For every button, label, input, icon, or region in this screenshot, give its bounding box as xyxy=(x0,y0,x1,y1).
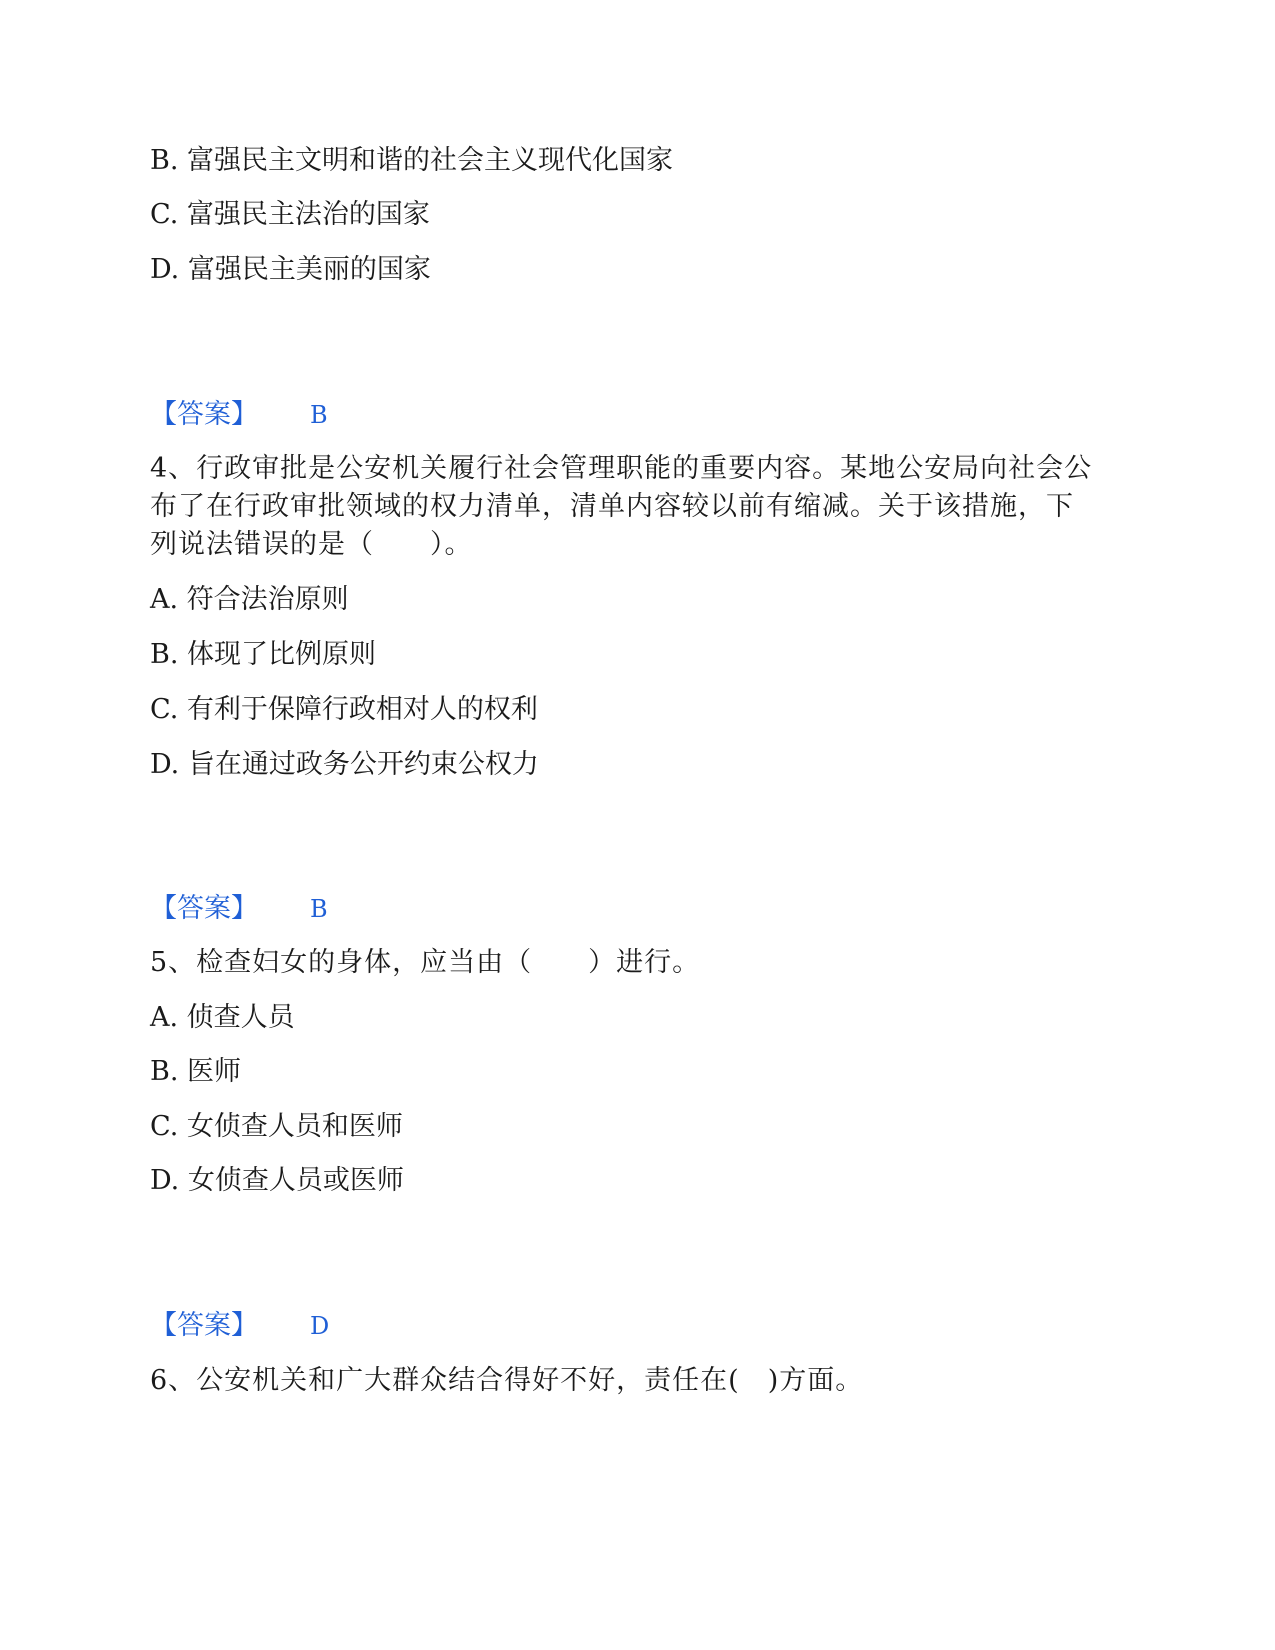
question-stem: 5、检查妇女的身体，应当由（ ）进行。 xyxy=(150,947,701,978)
answer-line xyxy=(150,890,328,928)
answer-line xyxy=(150,1307,329,1345)
answer-label: 【答案】 xyxy=(150,1310,258,1341)
option-c: C. 女侦查人员和医师 xyxy=(150,1111,403,1142)
option-b: B. 医师 xyxy=(150,1056,242,1087)
answer-value: D xyxy=(310,1312,330,1340)
option-d: D. 旨在通过政务公开约束公权力 xyxy=(150,749,539,780)
answer-value: B xyxy=(310,401,328,429)
option-d: D. 富强民主美丽的国家 xyxy=(150,254,431,285)
option-c: C. 有利于保障行政相对人的权利 xyxy=(150,694,538,725)
answer-label: 【答案】 xyxy=(150,399,258,430)
option-d: D. 女侦查人员或医师 xyxy=(150,1165,404,1196)
question-stem: 4、行政审批是公安机关履行社会管理职能的重要内容。某地公安局向社会公布了在行政审批领域的权力清单，清单内容较以前有缩减。关于该措施，下列说法错误的是（ ）。 xyxy=(150,453,1093,560)
answer-value: B xyxy=(310,895,328,923)
option-b: B. 富强民主文明和谐的社会主义现代化国家 xyxy=(150,145,674,176)
answer-line xyxy=(150,396,328,434)
option-c: C. 富强民主法治的国家 xyxy=(150,199,430,230)
option-b: B. 体现了比例原则 xyxy=(150,639,377,670)
answer-label: 【答案】 xyxy=(150,893,258,924)
option-a: A. 符合法治原则 xyxy=(150,584,349,615)
question-stem: 6、公安机关和广大群众结合得好不好，责任在( )方面。 xyxy=(150,1365,864,1396)
option-a: A. 侦查人员 xyxy=(150,1002,295,1033)
